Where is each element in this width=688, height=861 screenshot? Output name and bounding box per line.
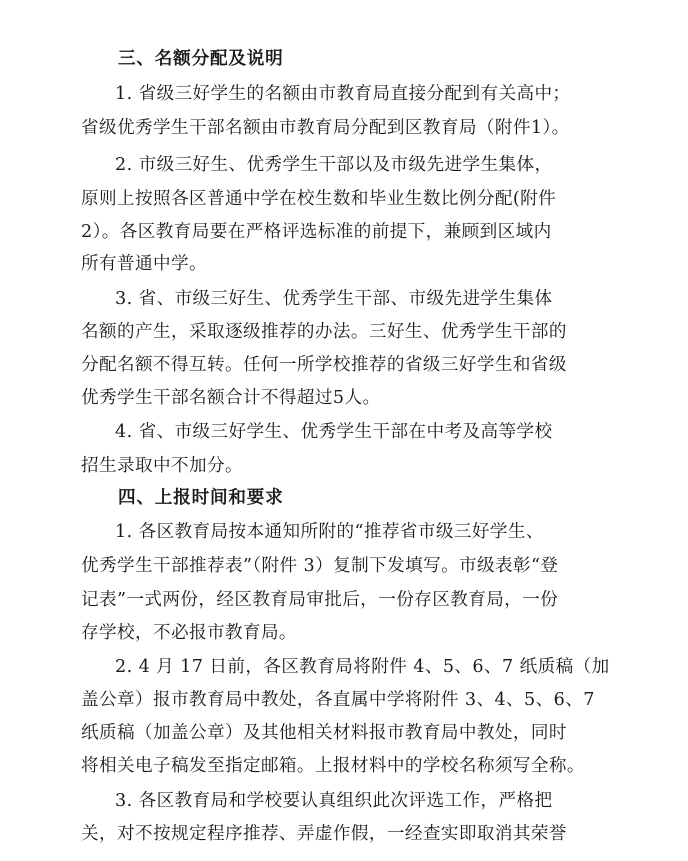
paragraph-line: 优秀学生干部名额合计不得超过5人。: [81, 388, 381, 408]
paragraph-line: 记表”一式两份，经区教育局审批后，一份存区教育局，一份: [81, 590, 559, 610]
paragraph-line: 将相关电子稿发至指定邮箱。上报材料中的学校名称须写全称。: [81, 756, 585, 776]
paragraph-line: 原则上按照各区普通中学在校生数和毕业生数比例分配(附件: [81, 189, 557, 209]
paragraph-line: 所有普通中学。: [81, 254, 207, 274]
paragraph-line: 盖公章）报市教育局中教处，各直属中学将附件 3、4、5、6、7: [81, 690, 595, 710]
paragraph-line: 纸质稿（加盖公章）及其他相关材料报市教育局中教处，同时: [81, 723, 567, 743]
paragraph-line: 名额的产生，采取逐级推荐的办法。三好生、优秀学生干部的: [81, 322, 567, 342]
paragraph-line: 分配名额不得互转。任何一所学校推荐的省级三好学生和省级: [81, 355, 567, 375]
section-heading-submission: 四、上报时间和要求: [118, 488, 284, 508]
paragraph-line: 优秀学生干部推荐表”（附件 3）复制下发填写。市级表彰“登: [81, 556, 559, 576]
paragraph-line: 省级优秀学生干部名额由市教育局分配到区教育局（附件1）。: [81, 118, 570, 138]
paragraph-line: 4. 省、市级三好学生、优秀学生干部在中考及高等学校: [115, 422, 553, 442]
paragraph-line: 1. 省级三好学生的名额由市教育局直接分配到有关高中；: [115, 84, 571, 104]
paragraph-line: 关，对不按规定程序推荐、弄虚作假，一经查实即取消其荣誉: [81, 824, 567, 844]
paragraph-line: 招生录取中不加分。: [81, 456, 243, 476]
paragraph-line: 3. 省、市级三好生、优秀学生干部、市级先进学生集体: [115, 289, 553, 309]
paragraph-line: 2）。各区教育局要在严格评选标准的前提下，兼顾到区域内: [81, 222, 552, 242]
paragraph-line: 存学校，不必报市教育局。: [81, 623, 297, 643]
paragraph-line: 1. 各区教育局按本通知所附的“推荐省市级三好学生、: [115, 522, 544, 542]
paragraph-line: 3. 各区教育局和学校要认真组织此次评选工作，严格把: [115, 791, 553, 811]
section-heading-allocation: 三、名额分配及说明: [118, 49, 284, 69]
paragraph-line: 2. 市级三好生、优秀学生干部以及市级先进学生集体，: [115, 155, 553, 175]
paragraph-line: 2. 4 月 17 日前，各区教育局将附件 4、5、6、7 纸质稿（加: [115, 657, 610, 677]
